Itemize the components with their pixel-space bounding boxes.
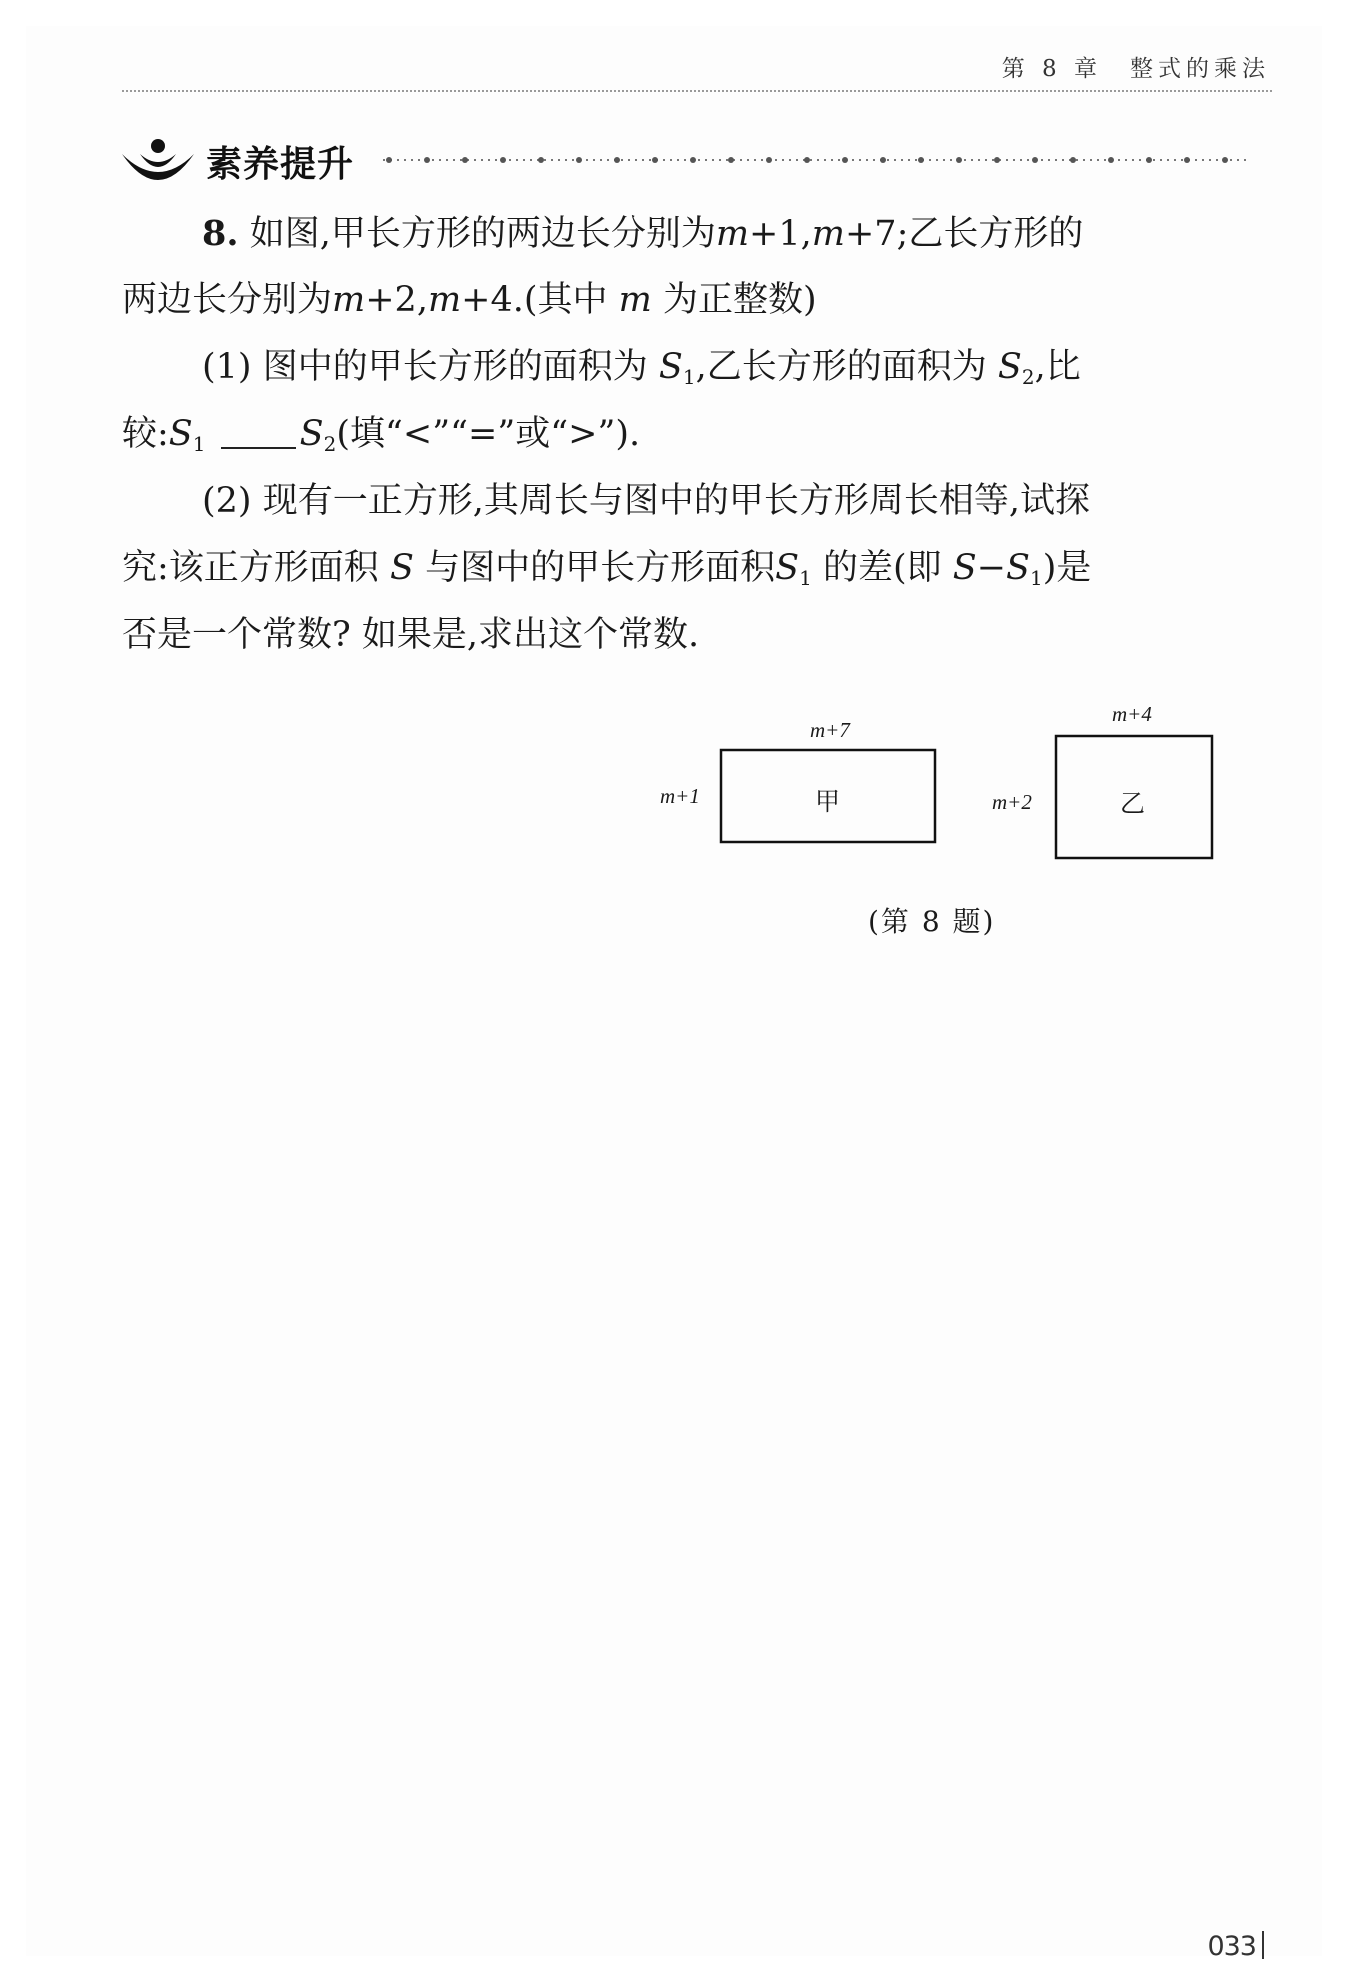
intro-text: 为正整数) [663, 280, 817, 320]
part2-text: (2) 现有一正方形,其周长与图中的甲长方形周长相等,试探 [202, 481, 1090, 521]
intro-text: 如图,甲长方形的两边长分别为 [249, 214, 716, 254]
problem-intro-line2 [122, 267, 1248, 334]
subscript: 2 [1021, 365, 1035, 389]
part1-text: 较: [122, 414, 169, 454]
rect-jia-name: 甲 [815, 787, 841, 816]
var-m: m [618, 280, 652, 320]
page-number-text: 033 [1207, 1931, 1256, 1962]
rect-yi-left-label: m+2 [992, 790, 1032, 814]
figure-caption: (第 8 题) [868, 905, 996, 938]
intro-text: 两边长分别为 [122, 280, 333, 320]
part2-text: 与图中的甲长方形面积 [425, 548, 776, 588]
section-dotted-rule [383, 156, 1248, 164]
problem-number: 8. [202, 213, 239, 254]
page-number [1207, 1931, 1264, 1962]
var-s: S [997, 347, 1022, 387]
subscript: 1 [1030, 566, 1043, 590]
part1-text: (1) 图中的甲长方形的面积为 [202, 347, 648, 387]
intro-text: +1, [749, 214, 812, 254]
header-divider [122, 90, 1272, 92]
part1-text: ,比 [1034, 347, 1081, 387]
rect-jia-left-label: m+1 [660, 784, 700, 808]
part1-text: ,乙长方形的面积为 [695, 347, 987, 387]
page-number-bar [1262, 1931, 1264, 1959]
part-1 [122, 334, 1248, 411]
intro-text: +2, [365, 280, 428, 320]
part-1-line2 [122, 401, 1248, 478]
part-2 [122, 468, 1248, 535]
intro-text: +4.(其中 [461, 280, 608, 320]
problem-intro [122, 200, 1248, 268]
var-s: S [775, 548, 800, 588]
part1-text: (填“<”“=”或“>”). [336, 414, 641, 454]
var-s: S [658, 347, 683, 387]
chapter-header: 第 8 章 整式的乘法 [1001, 56, 1270, 82]
part-2-line2 [122, 535, 1248, 612]
var-s: S [299, 414, 324, 454]
part2-text: )是 [1042, 548, 1092, 588]
var-s: S [168, 414, 193, 454]
var-s: S [389, 548, 414, 588]
var-s: S [952, 548, 977, 588]
var-m: m [332, 280, 366, 320]
var-m: m [427, 280, 462, 320]
answer-blank[interactable] [221, 417, 296, 449]
part-2-line3 [122, 602, 1248, 669]
part2-text: 否是一个常数? 如果是,求出这个常数. [122, 615, 700, 655]
subscript: 1 [682, 365, 696, 389]
subscript: 1 [192, 432, 206, 456]
rect-yi-top-label: m+4 [1112, 702, 1152, 726]
rect-yi-name: 乙 [1120, 789, 1146, 818]
subscript: 2 [323, 432, 337, 456]
section-header [118, 132, 1248, 192]
rect-jia-top-label: m+7 [810, 718, 850, 742]
section-logo-icon [118, 132, 198, 192]
section-title: 素养提升 [206, 144, 355, 185]
intro-text: +7;乙长方形的 [844, 214, 1084, 254]
subscript: 1 [799, 566, 812, 590]
part2-text: 究:该正方形面积 [122, 548, 379, 588]
part2-text: 的差(即 [822, 548, 942, 588]
var-m: m [811, 214, 845, 254]
minus-sign: − [976, 548, 1007, 588]
var-s: S [1006, 548, 1031, 588]
var-m: m [715, 214, 750, 254]
